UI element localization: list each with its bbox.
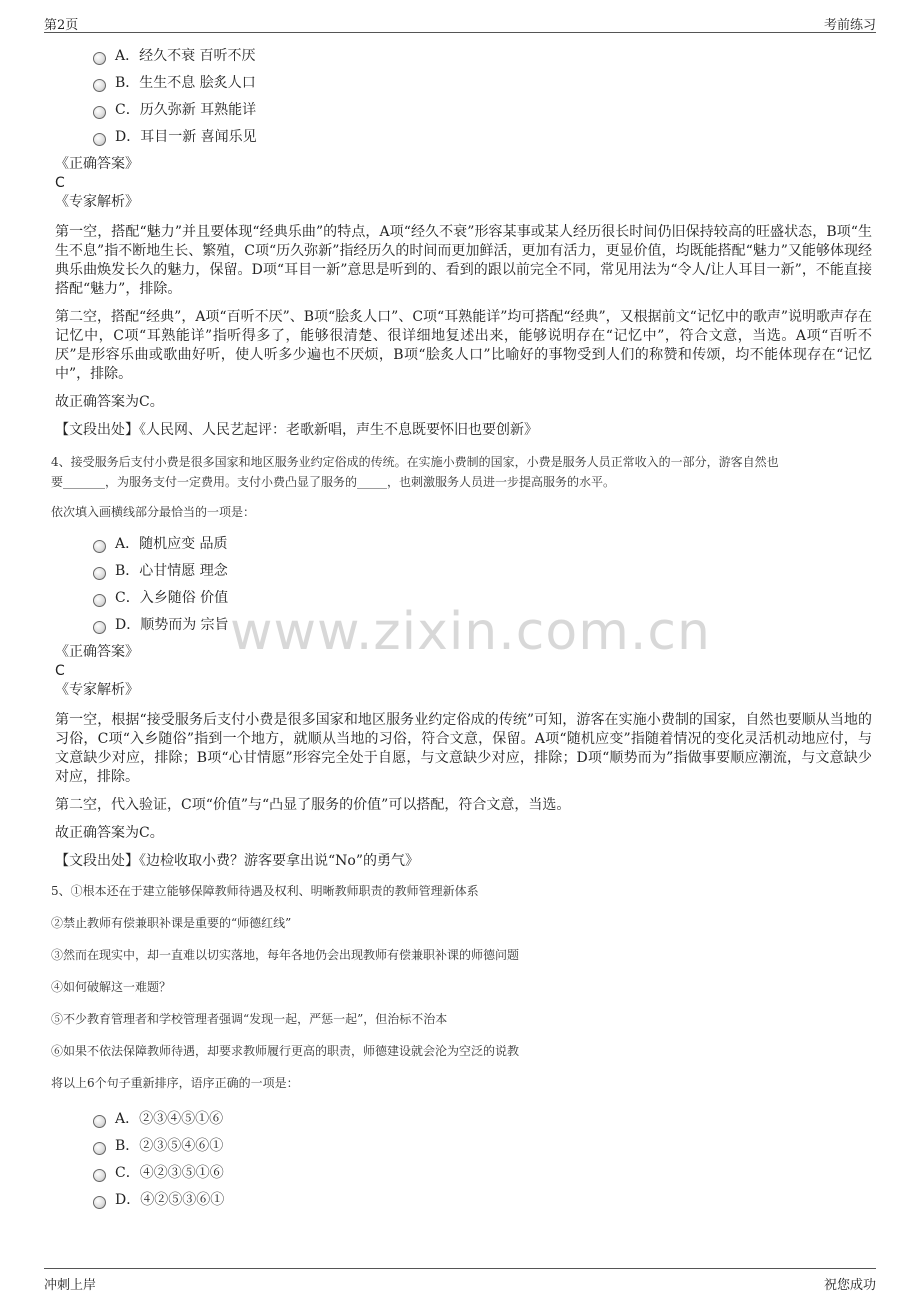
answer-conclusion: 故正确答案为C。 (55, 394, 164, 410)
option-d[interactable] (93, 611, 872, 638)
option-label: C．入乡随俗 价值 (115, 590, 229, 606)
radio-icon[interactable] (93, 1196, 106, 1209)
option-b[interactable] (93, 557, 872, 584)
answer-value: C (55, 175, 65, 191)
option-label: D．耳目一新 喜闻乐见 (115, 129, 257, 145)
sentence-1: 5、①根本还在于建立能够保障教师待遇及权利、明晰教师职责的教师管理新体系 (51, 884, 479, 898)
page-footer (44, 1268, 876, 1291)
option-d[interactable] (93, 1186, 872, 1213)
option-label: A．经久不衰 百听不厌 (115, 48, 256, 64)
radio-icon[interactable] (93, 106, 106, 119)
q3-options (55, 42, 872, 150)
option-label: D．顺势而为 宗旨 (115, 617, 229, 633)
option-a[interactable] (93, 42, 872, 69)
page-header (44, 12, 876, 33)
option-label: B．生生不息 脍炙人口 (115, 75, 256, 91)
analysis-paragraph: 第二空，搭配“经典”，A项“百听不厌”、B项“脍炙人口”、C项“耳熟能详”均可搭配“经典”，又根据前文“记忆中的歌声”说明歌声存在记忆中，C项“耳熟能详”指听得多了，能够很清楚、很详细地复述出来，能够说明存在“记忆中”，符合文意，当选。A项“百听不厌”是形容乐曲或歌曲好听，使人听多少遍也不厌烦，B项“脍炙人口”比喻好的事物受到人们的称赞和传颂，均不能体现存在“记忆中”，排除。 (55, 309, 872, 382)
option-label: D．④②⑤③⑥① (115, 1192, 225, 1208)
analysis-paragraph: 第二空，代入验证，C项“价值”与“凸显了服务的价值”可以搭配，符合文意，当选。 (55, 797, 571, 813)
page-number: 第2页 (44, 18, 79, 33)
header-title: 考前练习 (823, 18, 876, 33)
analysis-heading: 《专家解析》 (55, 682, 139, 698)
option-a[interactable] (93, 530, 872, 557)
answer-heading: 《正确答案》 (55, 156, 139, 172)
radio-icon[interactable] (93, 79, 106, 92)
footer-left-text: 冲刺上岸 (44, 1278, 97, 1293)
question-prompt: 将以上6个句子重新排序，语序正确的一项是： (51, 1076, 299, 1090)
radio-icon[interactable] (93, 540, 106, 553)
question-stem: 4、接受服务后支付小费是很多国家和地区服务业约定俗成的传统。在实施小费制的国家，小费是服务人员正常收入的一部分，游客自然也 (51, 455, 779, 469)
q5-options (55, 1105, 872, 1213)
option-d[interactable] (93, 123, 872, 150)
option-c[interactable] (93, 1159, 872, 1186)
radio-icon[interactable] (93, 621, 106, 634)
option-c[interactable] (93, 584, 872, 611)
option-label: B．②③⑤④⑥① (115, 1138, 224, 1154)
q4-options (55, 530, 872, 638)
option-c[interactable] (93, 96, 872, 123)
footer-right-text: 祝您成功 (823, 1278, 876, 1293)
document-body (51, 38, 872, 1213)
question-stem: 要_______，为服务支付一定费用。支付小费凸显了服务的_____，也刺激服务人员进一步提高服务的水平。 (51, 475, 616, 489)
answer-heading: 《正确答案》 (55, 644, 139, 660)
radio-icon[interactable] (93, 1115, 106, 1128)
analysis-paragraph: 第一空，搭配“魅力”并且要体现“经典乐曲”的特点，A项“经久不衰”形容某事或某人经历很长时间仍旧保持较高的旺盛状态，B项“生生不息”指不断地生长、繁殖，C项“历久弥新”指经历久的时间而更加鲜活，更加有活力，更显价值，均既能搭配“魅力”又能够体现经典乐曲焕发长久的魅力，保留。D项“耳目一新”意思是听到的、看到的跟以前完全不同，常见用法为“令人/让人耳目一新”，不能直接搭配“魅力”，排除。 (55, 224, 872, 297)
option-label: C．历久弥新 耳熟能详 (115, 102, 257, 118)
sentence-2: ②禁止教师有偿兼职补课是重要的“师德红线” (51, 916, 292, 930)
sentence-4: ④如何破解这一难题？ (51, 980, 172, 994)
watermark: www.zixin.com.cn (230, 602, 711, 662)
question-prompt: 依次填入画横线部分最恰当的一项是： (51, 505, 256, 519)
option-label: A．随机应变 品质 (115, 536, 228, 552)
sentence-5: ⑤不少教育管理者和学校管理者强调“发现一起，严惩一起”，但治标不治本 (51, 1012, 448, 1026)
analysis-heading: 《专家解析》 (55, 194, 139, 210)
radio-icon[interactable] (93, 52, 106, 65)
radio-icon[interactable] (93, 1169, 106, 1182)
source-citation: 【文段出处】《人民网、人民艺起评：老歌新唱，声生不息既要怀旧也要创新》 (55, 422, 538, 438)
answer-value: C (55, 663, 65, 679)
radio-icon[interactable] (93, 567, 106, 580)
answer-conclusion: 故正确答案为C。 (55, 825, 164, 841)
option-label: B．心甘情愿 理念 (115, 563, 228, 579)
radio-icon[interactable] (93, 1142, 106, 1155)
option-b[interactable] (93, 69, 872, 96)
source-citation: 【文段出处】《边检收取小费？游客要拿出说“No”的勇气》 (55, 853, 419, 869)
option-b[interactable] (93, 1132, 872, 1159)
option-label: A．②③④⑤①⑥ (115, 1111, 224, 1127)
radio-icon[interactable] (93, 133, 106, 146)
option-label: C．④②③⑤①⑥ (115, 1165, 224, 1181)
analysis-paragraph: 第一空，根据“接受服务后支付小费是很多国家和地区服务业约定俗成的传统”可知，游客在实施小费制的国家，自然也要顺从当地的习俗，C项“入乡随俗”指到一个地方，就顺从当地的习俗，符合文意，保留。A项“随机应变”指随着情况的变化灵活机动地应付，与文意缺少对应，排除；B项“心甘情愿”形容完全处于自愿，与文意缺少对应，排除；D项“顺势而为”指做事要顺应潮流，与文意缺少对应，排除。 (55, 712, 872, 785)
radio-icon[interactable] (93, 594, 106, 607)
sentence-6: ⑥如果不依法保障教师待遇，却要求教师履行更高的职责，师德建设就会沦为空泛的说教 (51, 1044, 520, 1058)
sentence-3: ③然而在现实中，却一直难以切实落地，每年各地仍会出现教师有偿兼职补课的师德问题 (51, 948, 520, 962)
option-a[interactable] (93, 1105, 872, 1132)
